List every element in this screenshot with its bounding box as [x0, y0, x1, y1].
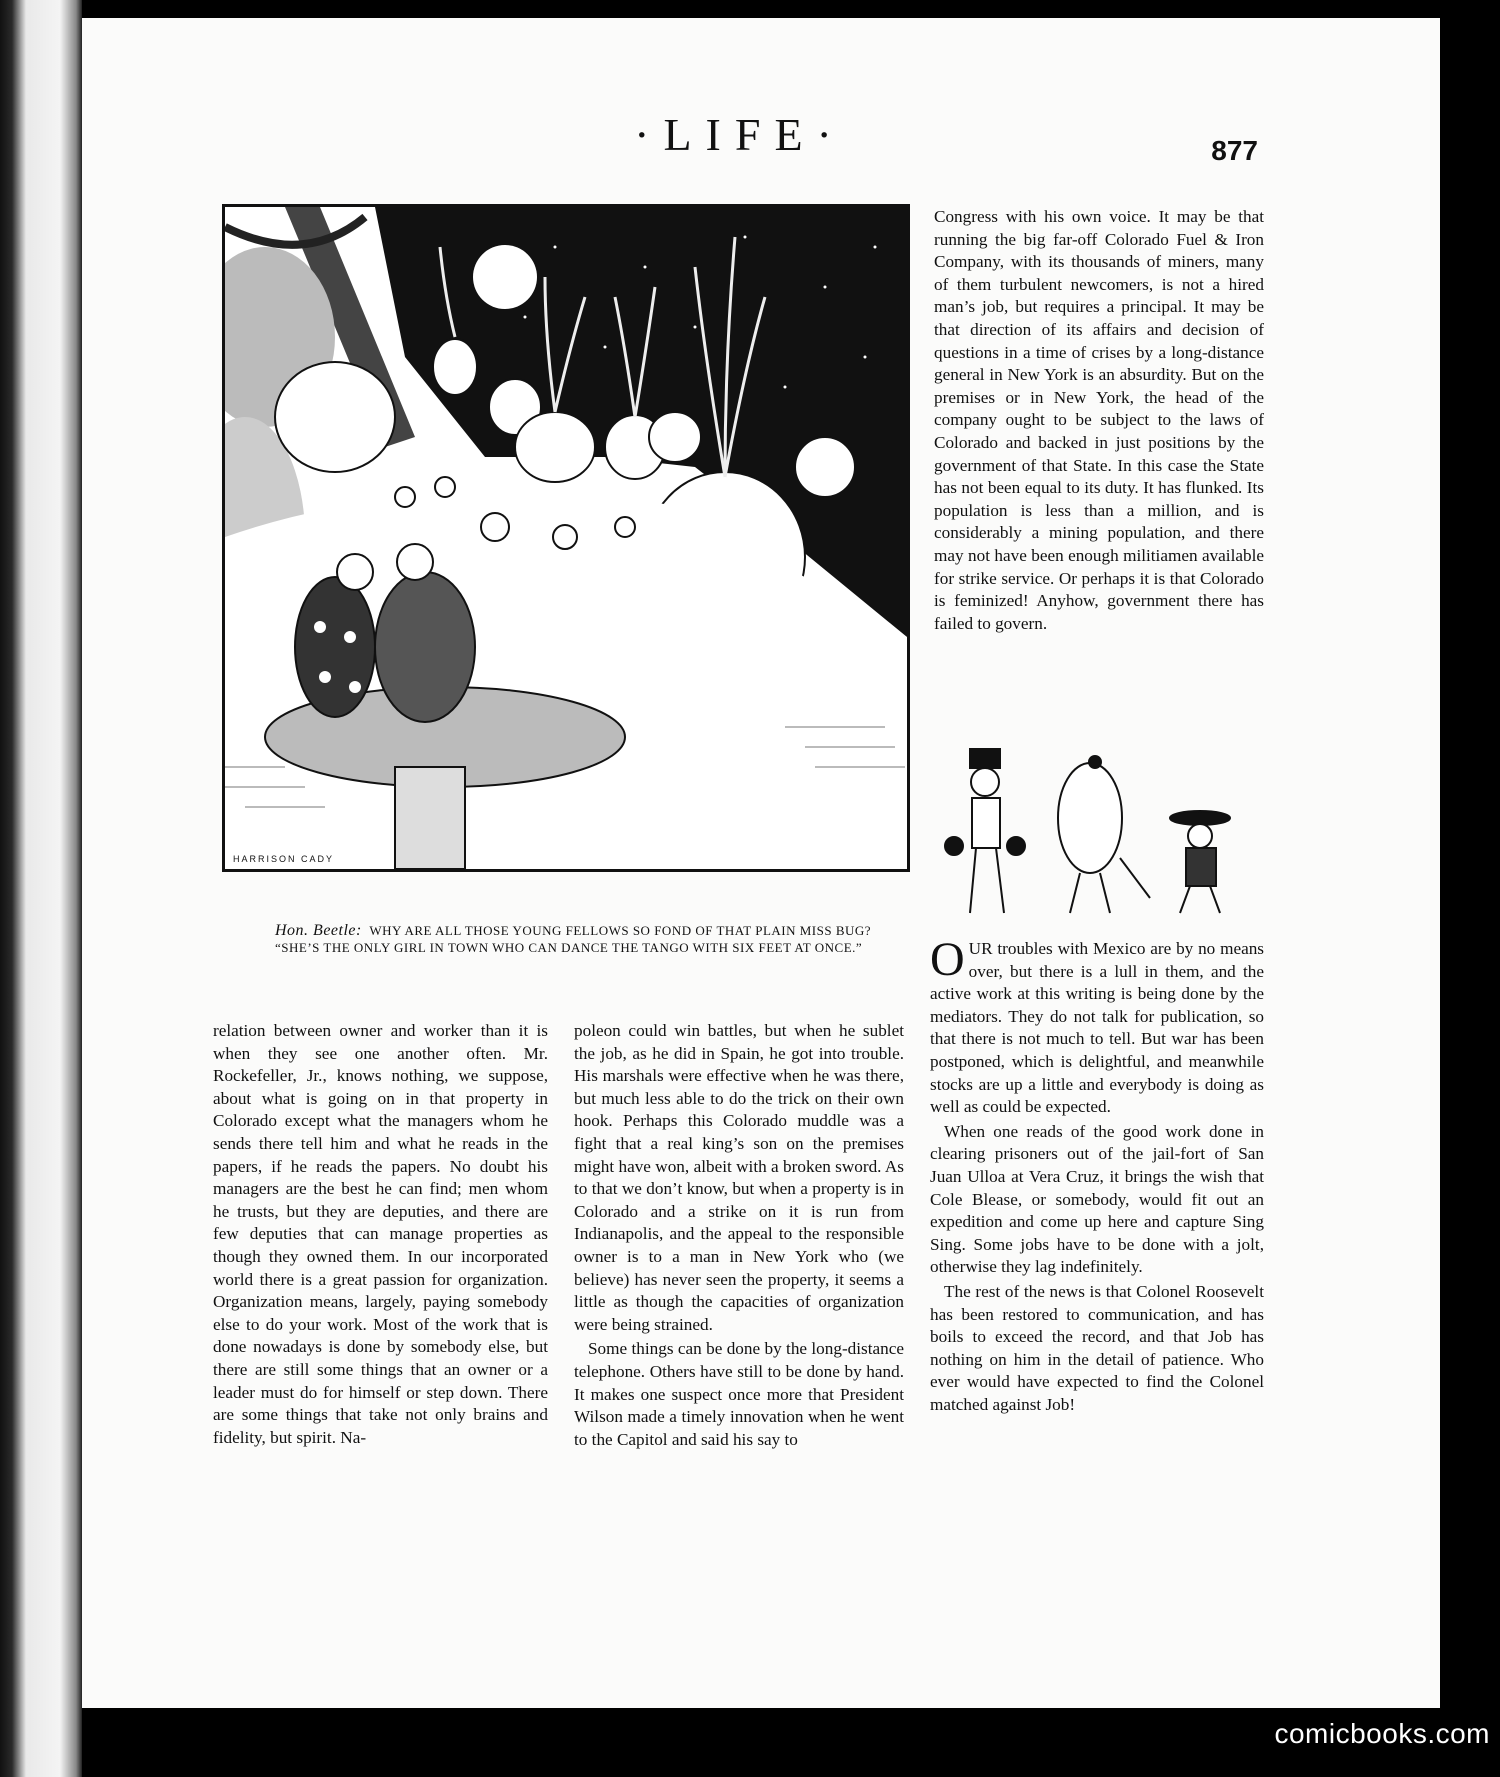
- onion-village-drawing: [225, 207, 907, 869]
- article-column-top-right: [934, 206, 1264, 637]
- paragraph: Congress with his own voice. It may be that running the big far-off Colorado Fuel & Iron Company, with its thousands of miners, many of them turbulent newcomers, is not a hired man’s job, but requires a principal. It may be that direction of its affairs and decision of questions in a time of crises by a long-distance general in New York is an absurdity. But on the premises or in New York, the head of the company ought to be subject to the laws of Colorado and backed in just positions by the government of that State. In this case the State has not been equal to its duty. It has flunked. Its population is less than a million, and is considerably a mining population, and there may not have been enough militiamen available for strike service. Or perhaps it is that Colorado is feminized! Anyhow, government there has failed to govern.: [934, 207, 1264, 633]
- illustration-caption: [245, 922, 885, 956]
- caption-answer: “SHE’S THE ONLY GIRL IN TOWN WHO CAN DANCE THE TANGO WITH SIX FEET AT ONCE.”: [275, 940, 863, 955]
- beetle-left: [295, 577, 375, 717]
- three-figures-drawing: [930, 748, 1264, 918]
- caption-question: WHY ARE ALL THOSE YOUNG FELLOWS SO FOND OF THAT PLAIN MISS BUG?: [369, 923, 872, 938]
- article-column-1: [213, 1020, 548, 1451]
- cartoon-illustration: [222, 204, 910, 872]
- paragraph: Some things can be done by the long-distance telephone. Others have still to be done by hand. It makes one suspect once more that President Wilson made a timely innovation when he went to the Capitol and said his say to: [574, 1339, 904, 1449]
- drop-cap: O: [930, 933, 965, 986]
- vignette-illustration: [930, 748, 1264, 918]
- paragraph: relation between owner and worker than it is when they see one another often. Mr. Rockefeller, Jr., knows nothing, we suppose, about what is going on in that property in Colorado except what the managers whom he sends there tell him and what he reads in the papers, if he reads the papers. No doubt his managers are the best he can find; men whom he trusts, but they are deputies, and there are few deputies that can manage properties as though they owned them. In our incorporated world there is a great passion for organization. Organization means, largely, paying somebody else to do your work. Most of the work that is done nowadays is done by somebody else, but there are still some things that an owner or a leader must do for himself or step down. There are some things that take not only brains and fidelity, but spirit. Na-: [213, 1021, 548, 1447]
- beetle-right: [375, 572, 475, 722]
- paragraph: poleon could win battles, but when he sublet the job, as he did in Spain, he got into trouble. His marshals were effective when he was there, but much less able to do the trick on their own hook. Perhaps this Colorado muddle was a fight that a real king’s son on the premises might have won, albeit with a broken sword. As to that we don’t know, but when a property is in Colorado and a strike on it is run from Indianapolis, and the appeal to the responsible owner is to a man in New York who (we believe) has never seen the property, it seems a little as though the capacities of organization were being strained.: [574, 1021, 904, 1334]
- paragraph: The rest of the news is that Colonel Roosevelt has been restored to communication, and has boils to exceed the record, and that Job has nothing on him in the detail of patience. Who ever would have expected to find the Colonel matched against Job!: [930, 1281, 1264, 1414]
- paragraph: When one reads of the good work done in clearing prisoners out of the jail-fort of San Juan Ulloa at Vera Cruz, it brings the wish that Cole Blease, or somebody, would fit out an expedition and come up here and capture Sing Sing. Some jobs have to be done with a jolt, otherwise they lag indefinitely.: [930, 1121, 1264, 1277]
- caption-speaker: Hon. Beetle:: [275, 922, 362, 939]
- moon: [473, 245, 537, 309]
- paragraph: UR troubles with Mexico are by no means over, but there is a lull in them, and the active work at this writing is being done by the mediators. They do not talk for publication, so that there is not much to tell. But war has been postponed, which is delightful, and meanwhile stocks are up a little and everybody is doing as well as could be expected.: [930, 939, 1264, 1117]
- article-column-3: [930, 933, 1264, 1418]
- page-masthead: ·LIFE·: [634, 109, 846, 160]
- page-number: 877: [1211, 135, 1258, 166]
- article-column-2: [574, 1020, 904, 1453]
- scan-border: [1440, 0, 1500, 1777]
- book-spine: [0, 0, 82, 1777]
- artist-signature: HARRISON CADY: [233, 854, 335, 864]
- site-watermark: comicbooks.com: [1274, 1718, 1490, 1749]
